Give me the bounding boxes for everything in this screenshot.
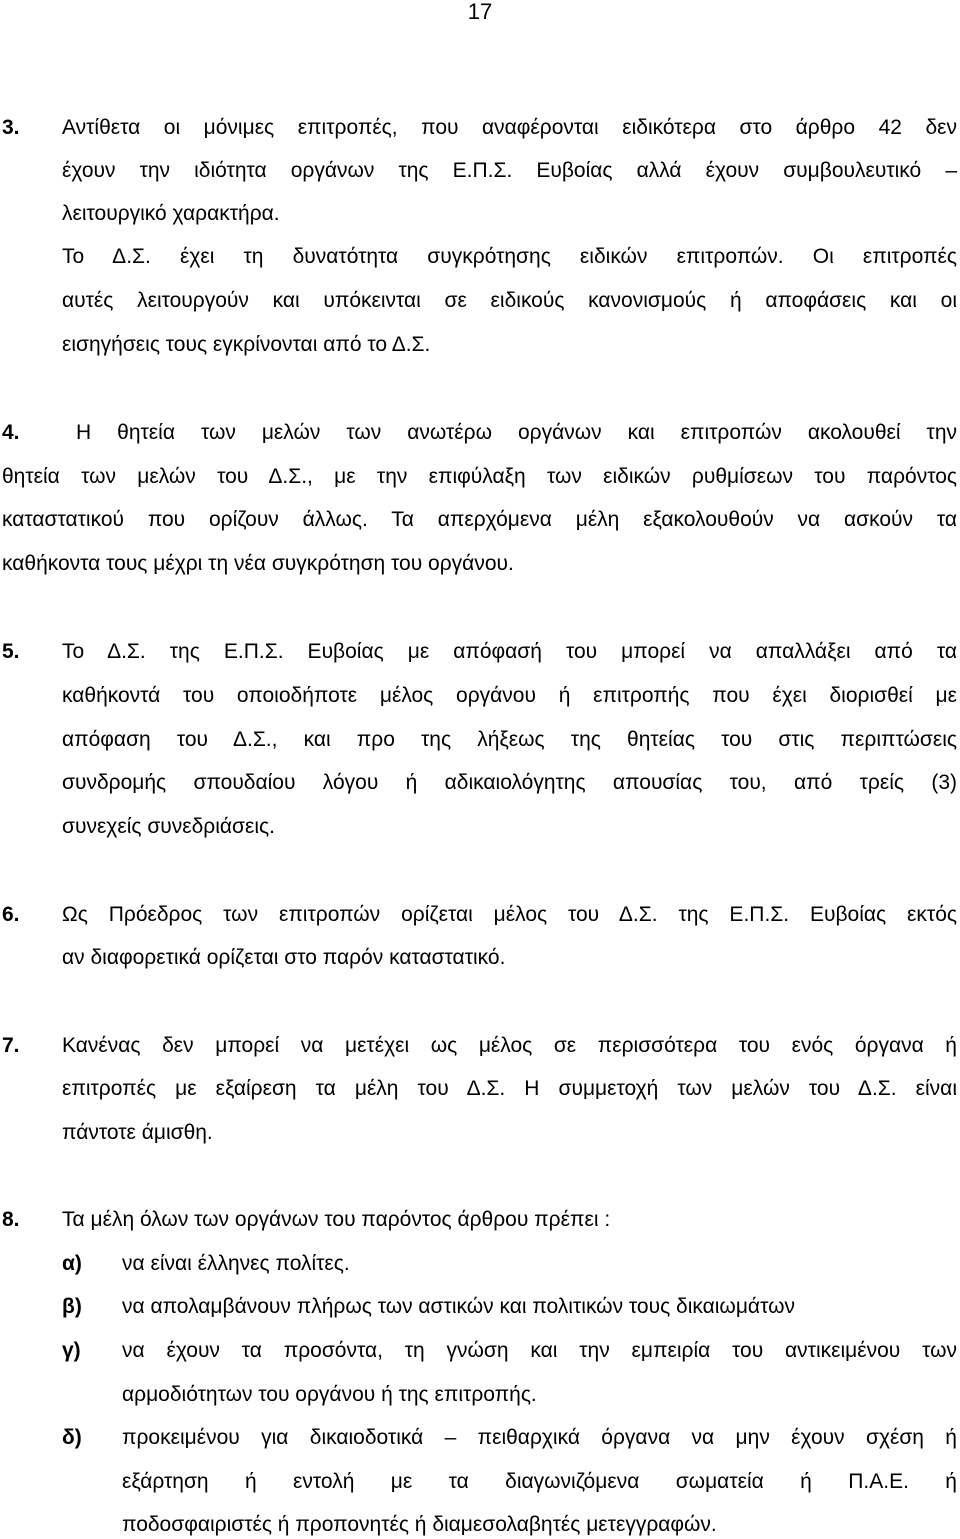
- section-7-line-1: Κανένας δεν μπορεί να μετέχει ως μέλος σε περισσότερα του ενός όργανα ή: [62, 1034, 957, 1057]
- page-number: 17: [467, 0, 493, 24]
- section-7-line-3: πάντοτε άμισθη.: [62, 1121, 213, 1144]
- section-3-line-5: αυτές λειτουργούν και υπόκεινται σε ειδικούς κανονισμούς ή αποφάσεις και οι: [62, 289, 957, 312]
- item-d-label: δ): [62, 1426, 82, 1449]
- section-8-intro: Τα μέλη όλων των οργάνων του παρόντος άρθρου πρέπει :: [62, 1208, 611, 1231]
- section-5-line-1: Το Δ.Σ. της Ε.Π.Σ. Ευβοίας με απόφασή του μπορεί να απαλλάξει από τα: [62, 640, 957, 663]
- item-b-line-1: να απολαμβάνουν πλήρως των αστικών και πολιτικών τους δικαιωμάτων: [122, 1295, 795, 1318]
- item-d-line-3: ποδοσφαιριστές ή προπονητές ή διαμεσολαβητές μετεγγραφών.: [122, 1513, 717, 1536]
- section-5-number: 5.: [2, 640, 20, 663]
- item-c-line-1: να έχουν τα προσόντα, τη γνώση και την εμπειρία του αντικειμένου των: [122, 1339, 957, 1362]
- item-c-label: γ): [62, 1339, 81, 1362]
- item-b-label: β): [62, 1295, 82, 1318]
- section-4-line-3: καταστατικού που ορίζουν άλλως. Τα απερχόμενα μέλη εξακολουθούν να ασκούν τα: [2, 508, 957, 531]
- section-7-line-2: επιτροπές με εξαίρεση τα μέλη του Δ.Σ. Η συμμετοχή των μελών του Δ.Σ. είναι: [62, 1077, 957, 1100]
- section-5-line-5: συνεχείς συνεδριάσεις.: [62, 815, 276, 838]
- item-a-line-1: να είναι έλληνες πολίτες.: [122, 1252, 350, 1275]
- section-3-line-3: λειτουργικό χαρακτήρα.: [62, 202, 280, 225]
- section-5-line-2: καθήκοντά του οποιοδήποτε μέλος οργάνου ή επιτροπής που έχει διορισθεί με: [62, 684, 957, 707]
- section-6-line-1: Ως Πρόεδρος των επιτροπών ορίζεται μέλος του Δ.Σ. της Ε.Π.Σ. Ευβοίας εκτός: [62, 903, 957, 926]
- section-3-line-2: έχουν την ιδιότητα οργάνων της Ε.Π.Σ. Ευβοίας αλλά έχουν συμβουλευτικό –: [62, 159, 957, 182]
- section-6-number: 6.: [2, 903, 20, 926]
- item-c-line-2: αρμοδιότητων του οργάνου ή της επιτροπής.: [122, 1383, 537, 1406]
- section-3-number: 3.: [2, 116, 20, 139]
- section-5-line-4: συνδρομής σπουδαίου λόγου ή αδικαιολόγητης απουσίας του, από τρείς (3): [62, 771, 957, 794]
- section-3-line-1: Αντίθετα οι μόνιμες επιτροπές, που αναφέρονται ειδικότερα στο άρθρο 42 δεν: [62, 116, 957, 139]
- item-d-line-2: εξάρτηση ή εντολή με τα διαγωνιζόμενα σωματεία ή Π.Α.Ε. ή: [122, 1470, 957, 1493]
- section-8-number: 8.: [2, 1208, 20, 1231]
- section-5-line-3: απόφαση του Δ.Σ., και προ της λήξεως της θητείας του στις περιπτώσεις: [62, 728, 957, 751]
- item-a-label: α): [62, 1252, 82, 1275]
- section-3-line-4: Το Δ.Σ. έχει τη δυνατότητα συγκρότησης ειδικών επιτροπών. Οι επιτροπές: [62, 245, 957, 268]
- item-d-line-1: προκειμένου για δικαιοδοτικά – πειθαρχικά όργανα να μην έχουν σχέση ή: [122, 1426, 957, 1449]
- section-4-line-1: Η θητεία των μελών των ανωτέρω οργάνων και επιτροπών ακολουθεί την: [76, 421, 957, 444]
- section-4-line-2: θητεία των μελών του Δ.Σ., με την επιφύλαξη των ειδικών ρυθμίσεων του παρόντος: [2, 465, 957, 488]
- section-6-line-2: αν διαφορετικά ορίζεται στο παρόν καταστατικό.: [62, 946, 506, 969]
- section-7-number: 7.: [2, 1034, 20, 1057]
- section-4-number: 4.: [2, 421, 20, 444]
- section-4-line-4: καθήκοντα τους μέχρι τη νέα συγκρότηση του οργάνου.: [2, 552, 514, 575]
- section-3-line-6: εισηγήσεις τους εγκρίνονται από το Δ.Σ.: [62, 333, 431, 356]
